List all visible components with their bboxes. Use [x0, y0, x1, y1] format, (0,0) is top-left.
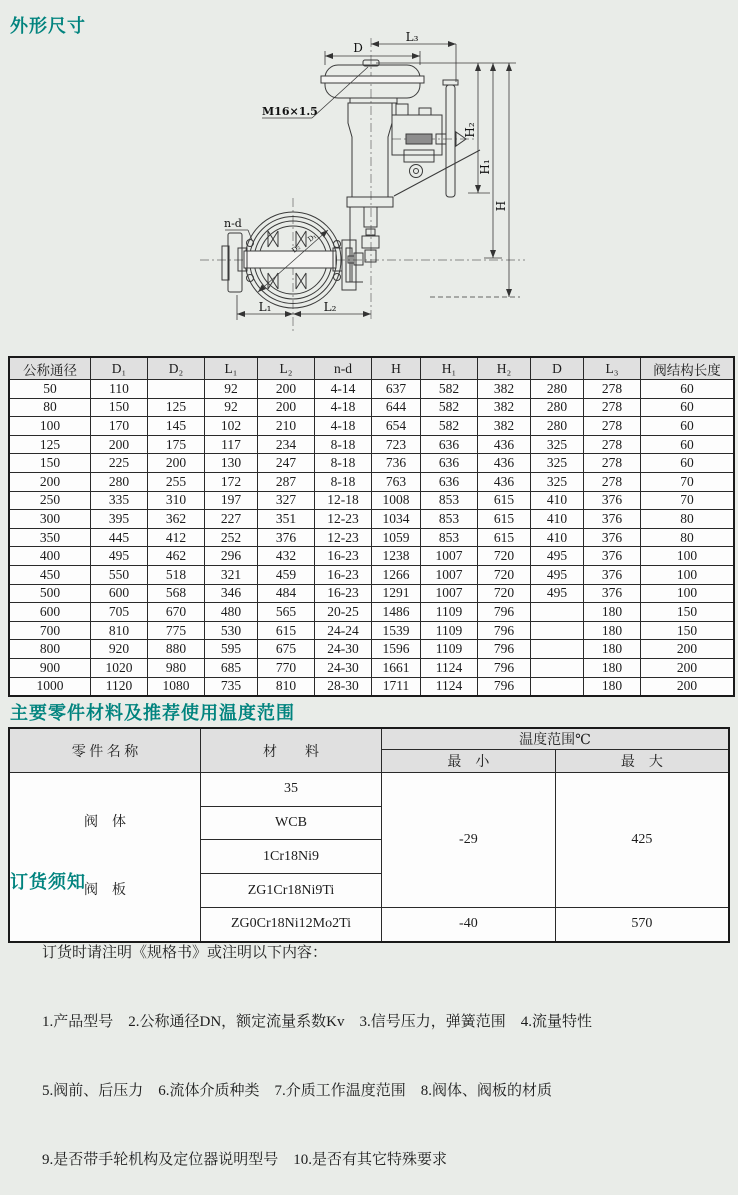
table-row	[9, 417, 734, 436]
dim-cell: 880	[148, 640, 205, 659]
dim-cell: 278	[584, 454, 641, 473]
dim-cell: 175	[148, 435, 205, 454]
dimension-table-header-row	[9, 357, 734, 380]
dim-cell: 80	[641, 528, 735, 547]
dim-col-header: 阀结构长度	[641, 357, 735, 380]
material-header: 材 料	[201, 728, 382, 773]
dim-cell: 763	[372, 472, 421, 491]
ordering-line: 9.是否带手轮机构及定位器说明型号 10.是否有其它特殊要求	[42, 1152, 448, 1168]
dim-cell: 1034	[372, 510, 421, 529]
dim-cell: 180	[584, 640, 641, 659]
dim-cell: 670	[148, 603, 205, 622]
table-row	[9, 677, 734, 696]
table-row	[9, 454, 734, 473]
ordering-intro: 订货时请注明《规格书》或注明以下内容：	[42, 945, 328, 961]
table-row	[9, 528, 734, 547]
dim-cell	[531, 603, 584, 622]
dim-cell: 321	[205, 565, 258, 584]
dim-cell: 200	[91, 435, 148, 454]
dim-cell: 615	[478, 528, 531, 547]
dim-cell: 462	[148, 547, 205, 566]
dim-cell: 278	[584, 472, 641, 491]
dim-cell: 376	[584, 565, 641, 584]
dimensions-section-title: 外形尺寸	[10, 16, 86, 36]
dim-cell: 600	[9, 603, 91, 622]
dim-cell	[531, 658, 584, 677]
dim-cell: 247	[258, 454, 315, 473]
dim-cell: 278	[584, 435, 641, 454]
dim-cell: 28-30	[315, 677, 372, 696]
dim-cell: 770	[258, 658, 315, 677]
dim-cell: 70	[641, 491, 735, 510]
table-row	[9, 621, 734, 640]
part-name-body: 阀 体	[84, 815, 126, 830]
dim-cell: 125	[148, 398, 205, 417]
dim-cell: 4-18	[315, 398, 372, 417]
dim-label-H: H	[494, 200, 508, 212]
dim-cell: 796	[478, 640, 531, 659]
dim-cell: 24-30	[315, 658, 372, 677]
table-row	[9, 510, 734, 529]
dim-cell: 180	[584, 658, 641, 677]
dim-col-header: 公称通径	[9, 357, 91, 380]
dim-cell: 900	[9, 658, 91, 677]
dim-cell: 255	[148, 472, 205, 491]
dim-col-header: H	[372, 357, 421, 380]
dim-cell: 644	[372, 398, 421, 417]
ordering-notes	[42, 896, 592, 1195]
dim-cell: 150	[641, 621, 735, 640]
dim-cell: 325	[531, 472, 584, 491]
dim-cell: 720	[478, 584, 531, 603]
dim-cell: 60	[641, 435, 735, 454]
dim-cell: 60	[641, 417, 735, 436]
dim-cell: 8-18	[315, 472, 372, 491]
handwheel	[436, 80, 466, 197]
dim-cell: 351	[258, 510, 315, 529]
dim-cell: 80	[641, 510, 735, 529]
dim-cell: 410	[531, 510, 584, 529]
dim-L1-L2	[237, 295, 371, 320]
dim-cell: 1020	[91, 658, 148, 677]
dim-cell: 1120	[91, 677, 148, 696]
temp-min-group1: -29	[382, 773, 556, 908]
dim-cell	[531, 640, 584, 659]
dim-cell: 376	[584, 510, 641, 529]
dim-label-D1: D₁	[306, 232, 318, 244]
table-row	[9, 435, 734, 454]
dim-cell: 197	[205, 491, 258, 510]
dim-cell: 853	[421, 528, 478, 547]
actuator	[321, 60, 424, 103]
material-cell: 1Cr18Ni9	[201, 840, 382, 874]
dim-cell: 685	[205, 658, 258, 677]
dim-cell: 287	[258, 472, 315, 491]
material-cell: ZG0Cr18Ni12Mo2Ti	[201, 907, 382, 942]
dim-col-header: n-d	[315, 357, 372, 380]
dim-cell: 327	[258, 491, 315, 510]
dim-cell: 1059	[372, 528, 421, 547]
dim-cell: 100	[9, 417, 91, 436]
dim-cell: 8-18	[315, 454, 372, 473]
temp-range-header: 温度范围℃	[382, 728, 730, 750]
dim-cell: 700	[9, 621, 91, 640]
dim-cell: 50	[9, 380, 91, 399]
dim-cell: 410	[531, 491, 584, 510]
dim-cell: 310	[148, 491, 205, 510]
dim-cell: 376	[584, 547, 641, 566]
temp-max-group1: 425	[555, 773, 729, 908]
dim-cell: 636	[421, 435, 478, 454]
dim-cell: 1539	[372, 621, 421, 640]
dim-cell: 495	[531, 584, 584, 603]
table-row	[9, 491, 734, 510]
dim-cell: 200	[258, 398, 315, 417]
dim-cell: 1008	[372, 491, 421, 510]
dim-cell: 518	[148, 565, 205, 584]
dim-cell	[148, 380, 205, 399]
dim-cell: 70	[641, 472, 735, 491]
dim-cell: 675	[258, 640, 315, 659]
dim-cell: 1238	[372, 547, 421, 566]
dim-cell: 796	[478, 677, 531, 696]
table-row	[9, 547, 734, 566]
part-name-header: 零 件 名 称	[9, 728, 201, 773]
dim-col-header: D₂	[148, 357, 205, 380]
dim-cell: 810	[258, 677, 315, 696]
part-name-plate: 阀 板	[84, 883, 126, 898]
ordering-section-title: 订货须知	[10, 872, 86, 892]
dim-cell: 225	[91, 454, 148, 473]
dim-col-header: D	[531, 357, 584, 380]
dim-cell: 1109	[421, 603, 478, 622]
gearbox	[392, 104, 480, 196]
dim-cell: 436	[478, 454, 531, 473]
dim-cell: 150	[91, 398, 148, 417]
dim-cell: 325	[531, 435, 584, 454]
dim-cell: 92	[205, 398, 258, 417]
dim-cell: 853	[421, 491, 478, 510]
dim-cell: 12-18	[315, 491, 372, 510]
dim-cell: 637	[372, 380, 421, 399]
dim-cell: 130	[205, 454, 258, 473]
dim-cell: 565	[258, 603, 315, 622]
dim-cell: 80	[9, 398, 91, 417]
table-row	[9, 472, 734, 491]
ordering-line: 1.产品型号 2.公称通径DN，额定流量系数Kv 3.信号压力，弹簧范围 4.流量特性	[42, 1014, 593, 1030]
dim-cell: 24-30	[315, 640, 372, 659]
valve-body	[222, 212, 356, 308]
dim-cell: 1109	[421, 640, 478, 659]
dim-cell: 615	[478, 510, 531, 529]
dim-cell: 595	[205, 640, 258, 659]
dim-cell: 1109	[421, 621, 478, 640]
dim-cell: 210	[258, 417, 315, 436]
dim-col-header: L₂	[258, 357, 315, 380]
dim-label-L1: L₁	[258, 300, 272, 314]
yoke	[348, 103, 392, 197]
table-row	[9, 398, 734, 417]
dim-cell: 495	[91, 547, 148, 566]
dim-cell: 4-14	[315, 380, 372, 399]
leader-lines	[225, 67, 368, 240]
dim-col-header: L₁	[205, 357, 258, 380]
dim-cell: 280	[531, 380, 584, 399]
dim-cell: 60	[641, 454, 735, 473]
dim-cell: 200	[148, 454, 205, 473]
dim-label-H2: H₂	[463, 122, 477, 138]
dim-col-header: H₁	[421, 357, 478, 380]
dim-cell: 500	[9, 584, 91, 603]
dim-cell: 615	[478, 491, 531, 510]
dim-cell: 775	[148, 621, 205, 640]
dim-cell: 346	[205, 584, 258, 603]
thread-label: M16×1.5	[262, 105, 318, 118]
dim-label-L2: L₂	[323, 300, 337, 314]
dim-cell: 582	[421, 398, 478, 417]
dim-cell: 250	[9, 491, 91, 510]
material-cell: ZG1Cr18Ni9Ti	[201, 874, 382, 908]
materials-section-title: 主要零件材料及推荐使用温度范围	[10, 703, 295, 723]
dim-cell: 1080	[148, 677, 205, 696]
dim-cell: 16-23	[315, 547, 372, 566]
dim-cell: 12-23	[315, 528, 372, 547]
dim-cell: 1661	[372, 658, 421, 677]
dim-label-nd: n-d	[224, 217, 242, 230]
dim-cell: 735	[205, 677, 258, 696]
dim-cell	[531, 621, 584, 640]
dim-cell: 550	[91, 565, 148, 584]
positioner	[348, 207, 379, 282]
dim-cell: 200	[641, 658, 735, 677]
dim-cell: 350	[9, 528, 91, 547]
yoke-foot	[347, 197, 393, 207]
table-row	[9, 565, 734, 584]
dim-cell: 362	[148, 510, 205, 529]
dim-cell: 395	[91, 510, 148, 529]
dim-cell: 636	[421, 454, 478, 473]
dim-cell: 325	[531, 454, 584, 473]
ordering-line: 5.阀前、后压力 6.流体介质种类 7.介质工作温度范围 8.阀体、阀板的材质	[42, 1083, 553, 1099]
dim-cell: 102	[205, 417, 258, 436]
dim-cell: 582	[421, 380, 478, 399]
dim-cell: 200	[641, 640, 735, 659]
dim-cell: 920	[91, 640, 148, 659]
dim-col-header: L₃	[584, 357, 641, 380]
dim-cell: 4-18	[315, 417, 372, 436]
dim-cell: 382	[478, 380, 531, 399]
dim-label-L3: L₃	[405, 30, 419, 44]
temp-max-header: 最 大	[555, 750, 729, 773]
dim-cell: 450	[9, 565, 91, 584]
dim-label-D2: D₂	[290, 243, 302, 255]
dim-cell: 382	[478, 417, 531, 436]
dim-cell: 200	[641, 677, 735, 696]
dim-cell: 278	[584, 417, 641, 436]
material-header-row-1	[9, 728, 729, 750]
dim-cell: 810	[91, 621, 148, 640]
dim-cell: 853	[421, 510, 478, 529]
temp-min-group2: -40	[382, 907, 556, 942]
dim-cell: 432	[258, 547, 315, 566]
dim-cell: 1007	[421, 547, 478, 566]
dim-cell: 278	[584, 398, 641, 417]
dim-cell: 16-23	[315, 565, 372, 584]
dim-cell: 445	[91, 528, 148, 547]
dim-cell: 280	[91, 472, 148, 491]
dimension-table	[8, 356, 735, 697]
dim-cell: 495	[531, 547, 584, 566]
dim-cell: 1007	[421, 584, 478, 603]
dim-cell: 376	[258, 528, 315, 547]
dim-cell: 400	[9, 547, 91, 566]
dim-label-D: D	[353, 41, 363, 55]
dim-cell: 980	[148, 658, 205, 677]
dim-cell: 300	[9, 510, 91, 529]
dim-cell: 200	[9, 472, 91, 491]
dim-cell: 280	[531, 417, 584, 436]
dim-cell: 60	[641, 380, 735, 399]
dim-cell: 12-23	[315, 510, 372, 529]
dim-cell: 180	[584, 621, 641, 640]
table-row	[9, 584, 734, 603]
dim-cell: 117	[205, 435, 258, 454]
dim-col-header: D₁	[91, 357, 148, 380]
dim-cell: 1486	[372, 603, 421, 622]
dim-cell: 200	[258, 380, 315, 399]
dim-cell: 1000	[9, 677, 91, 696]
dim-cell: 436	[478, 435, 531, 454]
dim-cell: 412	[148, 528, 205, 547]
dim-cell: 705	[91, 603, 148, 622]
dim-cell: 720	[478, 547, 531, 566]
dim-cell: 280	[531, 398, 584, 417]
dim-cell: 796	[478, 603, 531, 622]
dim-cell: 8-18	[315, 435, 372, 454]
dim-cell: 530	[205, 621, 258, 640]
dim-cell: 600	[91, 584, 148, 603]
table-row	[9, 380, 734, 399]
dim-cell: 654	[372, 417, 421, 436]
dim-cell: 376	[584, 528, 641, 547]
dim-cell: 568	[148, 584, 205, 603]
material-cell: WCB	[201, 806, 382, 840]
temp-max-group2: 570	[555, 907, 729, 942]
dim-cell: 1266	[372, 565, 421, 584]
dim-cell: 1124	[421, 658, 478, 677]
dim-cell: 172	[205, 472, 258, 491]
dim-cell: 100	[641, 565, 735, 584]
dim-cell: 382	[478, 398, 531, 417]
dim-cell: 480	[205, 603, 258, 622]
dim-cell: 1007	[421, 565, 478, 584]
table-row	[9, 603, 734, 622]
dim-cell: 1124	[421, 677, 478, 696]
dim-cell: 150	[641, 603, 735, 622]
dim-cell: 60	[641, 398, 735, 417]
dim-cell: 800	[9, 640, 91, 659]
dim-cell	[531, 677, 584, 696]
valve-outline-drawing	[180, 30, 560, 352]
dim-cell: 16-23	[315, 584, 372, 603]
dim-cell: 100	[641, 547, 735, 566]
dim-cell: 796	[478, 621, 531, 640]
table-row	[9, 658, 734, 677]
dim-cell: 484	[258, 584, 315, 603]
dim-cell: 436	[478, 472, 531, 491]
table-row	[9, 773, 729, 807]
dim-cell: 459	[258, 565, 315, 584]
dim-cell: 125	[9, 435, 91, 454]
dim-cell: 376	[584, 491, 641, 510]
dim-cell: 20-25	[315, 603, 372, 622]
dim-cell: 170	[91, 417, 148, 436]
dim-cell: 234	[258, 435, 315, 454]
dim-cell: 278	[584, 380, 641, 399]
dim-cell: 252	[205, 528, 258, 547]
dim-cell: 495	[531, 565, 584, 584]
dim-cell: 180	[584, 603, 641, 622]
dim-cell: 1596	[372, 640, 421, 659]
dim-cell: 180	[584, 677, 641, 696]
dim-cell: 1291	[372, 584, 421, 603]
dim-cell: 736	[372, 454, 421, 473]
dim-cell: 227	[205, 510, 258, 529]
dim-cell: 582	[421, 417, 478, 436]
material-cell: 35	[201, 773, 382, 807]
dim-cell: 296	[205, 547, 258, 566]
temp-min-header: 最 小	[382, 750, 556, 773]
dim-cell: 723	[372, 435, 421, 454]
dim-cell: 145	[148, 417, 205, 436]
dim-cell: 1711	[372, 677, 421, 696]
dim-cell: 110	[91, 380, 148, 399]
table-row	[9, 640, 734, 659]
dim-label-H1: H₁	[478, 159, 492, 175]
dimension-table-body	[9, 380, 734, 697]
dim-cell: 615	[258, 621, 315, 640]
dim-cell: 410	[531, 528, 584, 547]
dim-cell: 100	[641, 584, 735, 603]
dim-cell: 92	[205, 380, 258, 399]
dim-cell: 796	[478, 658, 531, 677]
dim-cell: 636	[421, 472, 478, 491]
dim-cell: 720	[478, 565, 531, 584]
dim-cell: 24-24	[315, 621, 372, 640]
dim-cell: 335	[91, 491, 148, 510]
dim-cell: 376	[584, 584, 641, 603]
dim-cell: 150	[9, 454, 91, 473]
dim-col-header: H₂	[478, 357, 531, 380]
